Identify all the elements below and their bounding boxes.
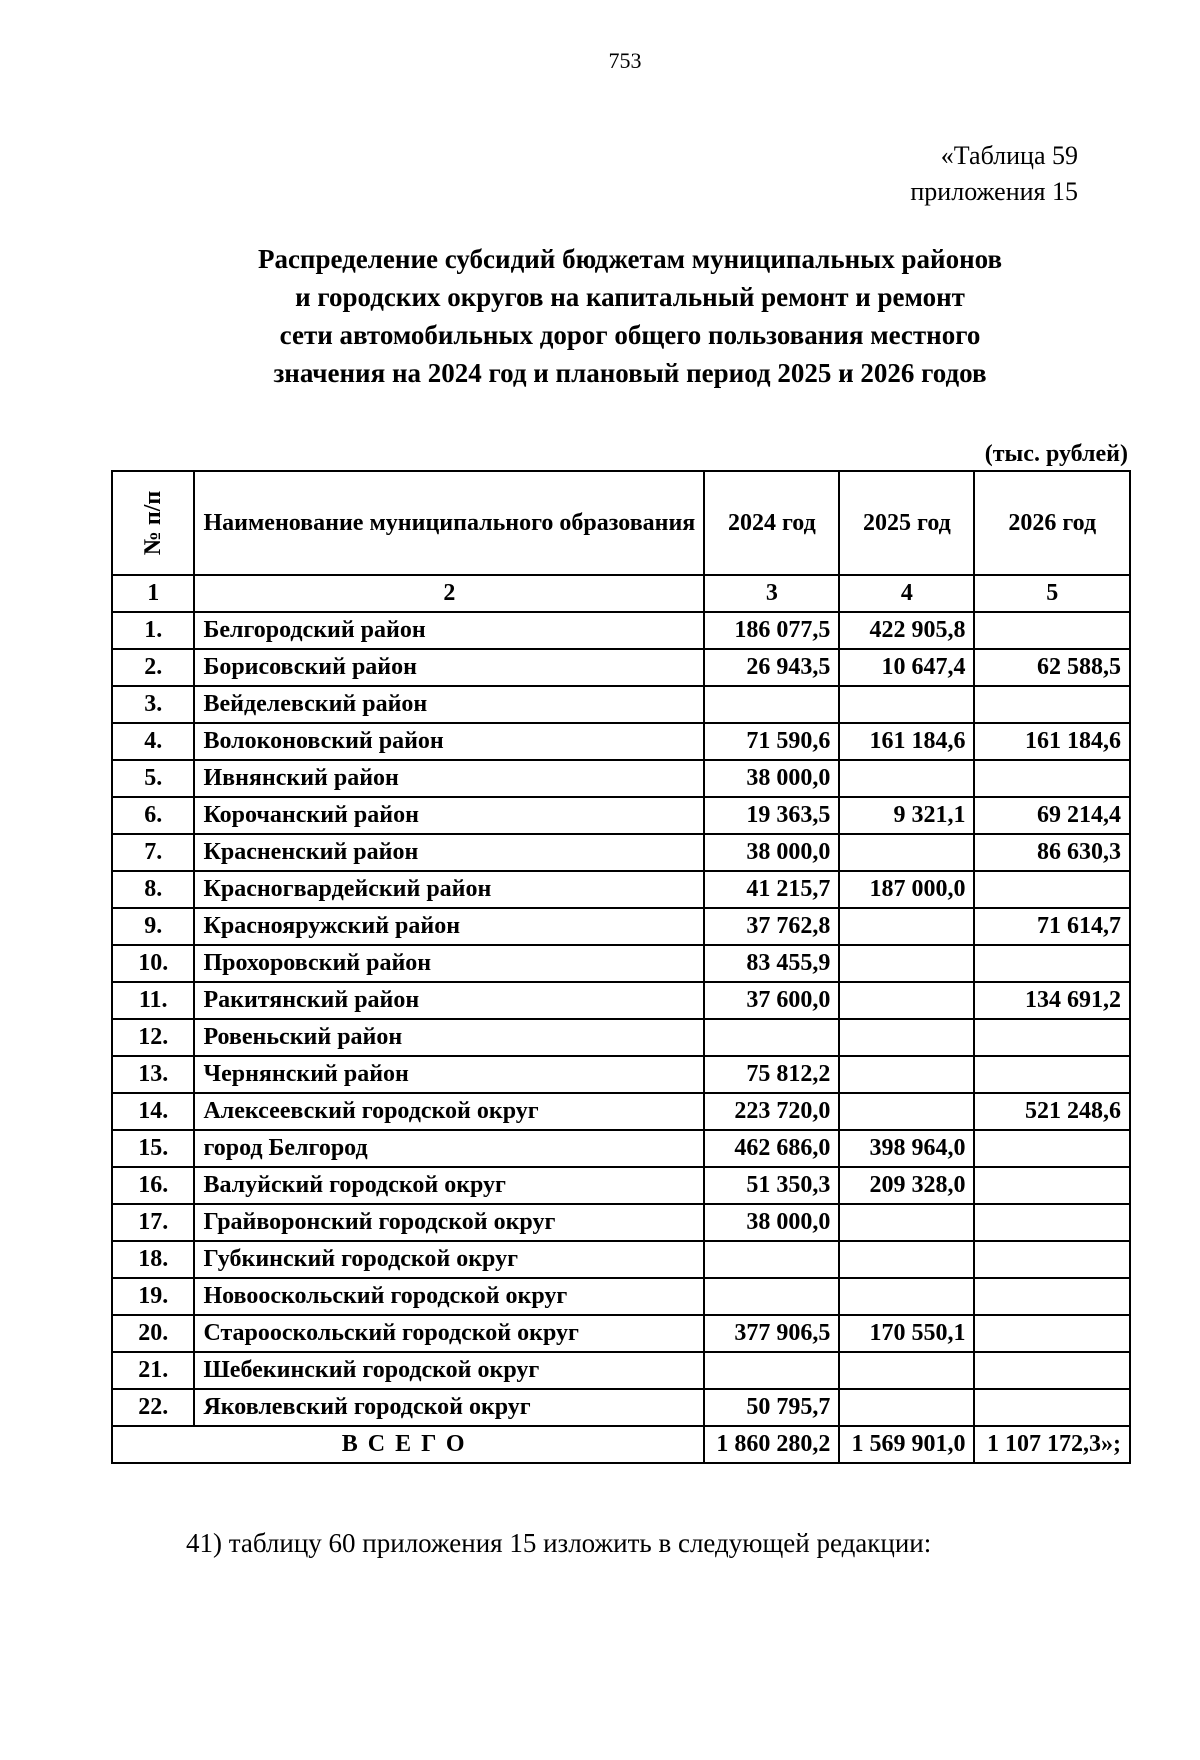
value-2025: 187 000,0 [839, 871, 974, 908]
value-2025: 9 321,1 [839, 797, 974, 834]
row-number: 12. [112, 1019, 194, 1056]
title-line: значения на 2024 год и плановый период 2025 и 2026 годов [273, 358, 987, 388]
subsidy-table [111, 470, 1131, 1464]
value-2026 [974, 1130, 1130, 1167]
value-2024: 462 686,0 [704, 1130, 839, 1167]
value-2024 [704, 1019, 839, 1056]
municipality-name: Чернянский район [194, 1056, 704, 1093]
value-2026 [974, 612, 1130, 649]
value-2026: 71 614,7 [974, 908, 1130, 945]
header-2025: 2025 год [839, 471, 974, 575]
value-2025 [839, 1056, 974, 1093]
row-number: 3. [112, 686, 194, 723]
column-number: 4 [839, 575, 974, 612]
table-row [112, 1204, 1130, 1241]
table-row [112, 1389, 1130, 1426]
title-line: сети автомобильных дорог общего пользования местного [279, 320, 981, 350]
municipality-name: Новооскольский городской округ [194, 1278, 704, 1315]
column-number: 5 [974, 575, 1130, 612]
table-row [112, 1130, 1130, 1167]
municipality-name: Старооскольский городской округ [194, 1315, 704, 1352]
value-2026 [974, 686, 1130, 723]
value-2025 [839, 1352, 974, 1389]
municipality-name: Красногвардейский район [194, 871, 704, 908]
row-number: 4. [112, 723, 194, 760]
municipality-name: Алексеевский городской округ [194, 1093, 704, 1130]
units-label: (тыс. рублей) [984, 441, 1128, 467]
row-number: 5. [112, 760, 194, 797]
municipality-name: Прохоровский район [194, 945, 704, 982]
value-2024: 41 215,7 [704, 871, 839, 908]
value-2026 [974, 1278, 1130, 1315]
value-2026 [974, 1389, 1130, 1426]
total-label: ВСЕГО [112, 1426, 704, 1463]
value-2026: 521 248,6 [974, 1093, 1130, 1130]
total-2024: 1 860 280,2 [704, 1426, 839, 1463]
table-row [112, 723, 1130, 760]
municipality-name: Ивнянский район [194, 760, 704, 797]
table-row [112, 1278, 1130, 1315]
value-2026: 86 630,3 [974, 834, 1130, 871]
value-2026: 69 214,4 [974, 797, 1130, 834]
value-2024: 38 000,0 [704, 1204, 839, 1241]
row-number: 20. [112, 1315, 194, 1352]
row-number: 13. [112, 1056, 194, 1093]
row-number: 1. [112, 612, 194, 649]
value-2025: 161 184,6 [839, 723, 974, 760]
table-row [112, 871, 1130, 908]
column-numbers-row [112, 575, 1130, 612]
value-2026 [974, 1315, 1130, 1352]
value-2024 [704, 1352, 839, 1389]
value-2024: 223 720,0 [704, 1093, 839, 1130]
table-body [112, 612, 1130, 1426]
table-row [112, 760, 1130, 797]
value-2024: 186 077,5 [704, 612, 839, 649]
table-row [112, 649, 1130, 686]
municipality-name: Валуйский городской округ [194, 1167, 704, 1204]
municipality-name: Губкинский городской округ [194, 1241, 704, 1278]
title-line: и городских округов на капитальный ремонт и ремонт [295, 282, 965, 312]
value-2024 [704, 686, 839, 723]
row-number: 7. [112, 834, 194, 871]
row-number: 2. [112, 649, 194, 686]
value-2024: 37 762,8 [704, 908, 839, 945]
municipality-name: Ровеньский район [194, 1019, 704, 1056]
table-row [112, 908, 1130, 945]
table-row [112, 982, 1130, 1019]
value-2025: 170 550,1 [839, 1315, 974, 1352]
table-reference [910, 138, 1078, 210]
municipality-name: Белгородский район [194, 612, 704, 649]
page-number: 753 [608, 48, 642, 73]
value-2025 [839, 1093, 974, 1130]
municipality-name: Корочанский район [194, 797, 704, 834]
row-number: 22. [112, 1389, 194, 1426]
value-2026: 134 691,2 [974, 982, 1130, 1019]
total-2025: 1 569 901,0 [839, 1426, 974, 1463]
header-name: Наименование муниципального образования [194, 471, 704, 575]
value-2025 [839, 834, 974, 871]
municipality-name: Борисовский район [194, 649, 704, 686]
document-title [130, 240, 1130, 392]
title-line: Распределение субсидий бюджетам муниципальных районов [257, 244, 1003, 274]
row-number: 16. [112, 1167, 194, 1204]
total-2026: 1 107 172,3»; [974, 1426, 1130, 1463]
value-2025 [839, 1278, 974, 1315]
footer-instruction: 41) таблицу 60 приложения 15 изложить в следующей редакции: [186, 1528, 932, 1558]
municipality-name: Вейделевский район [194, 686, 704, 723]
value-2025 [839, 760, 974, 797]
table-row [112, 686, 1130, 723]
value-2024: 38 000,0 [704, 760, 839, 797]
value-2025 [839, 982, 974, 1019]
municipality-name: Ракитянский район [194, 982, 704, 1019]
value-2026 [974, 945, 1130, 982]
value-2024: 75 812,2 [704, 1056, 839, 1093]
value-2024: 71 590,6 [704, 723, 839, 760]
value-2025: 398 964,0 [839, 1130, 974, 1167]
value-2024: 50 795,7 [704, 1389, 839, 1426]
value-2025 [839, 1241, 974, 1278]
value-2025 [839, 908, 974, 945]
row-number: 8. [112, 871, 194, 908]
value-2024 [704, 1278, 839, 1315]
row-number: 9. [112, 908, 194, 945]
row-number: 14. [112, 1093, 194, 1130]
value-2024: 37 600,0 [704, 982, 839, 1019]
row-number: 6. [112, 797, 194, 834]
municipality-name: Шебекинский городской округ [194, 1352, 704, 1389]
value-2024: 38 000,0 [704, 834, 839, 871]
value-2024: 377 906,5 [704, 1315, 839, 1352]
value-2024: 83 455,9 [704, 945, 839, 982]
header-2026: 2026 год [974, 471, 1130, 575]
row-number: 10. [112, 945, 194, 982]
value-2025 [839, 1389, 974, 1426]
table-row [112, 612, 1130, 649]
municipality-name: Грайворонский городской округ [194, 1204, 704, 1241]
column-number: 3 [704, 575, 839, 612]
header-row [112, 471, 1130, 575]
row-number: 15. [112, 1130, 194, 1167]
table-ref-line2: приложения 15 [910, 177, 1078, 206]
value-2026 [974, 1167, 1130, 1204]
value-2026: 62 588,5 [974, 649, 1130, 686]
column-number: 2 [194, 575, 704, 612]
value-2024: 51 350,3 [704, 1167, 839, 1204]
value-2025 [839, 686, 974, 723]
total-row [112, 1426, 1130, 1463]
value-2024 [704, 1241, 839, 1278]
row-number: 19. [112, 1278, 194, 1315]
value-2025 [839, 1204, 974, 1241]
value-2025: 422 905,8 [839, 612, 974, 649]
value-2025: 10 647,4 [839, 649, 974, 686]
table-row [112, 945, 1130, 982]
value-2024: 26 943,5 [704, 649, 839, 686]
value-2025: 209 328,0 [839, 1167, 974, 1204]
value-2026 [974, 1056, 1130, 1093]
table-row [112, 1167, 1130, 1204]
value-2026: 161 184,6 [974, 723, 1130, 760]
header-number: № п/п [112, 471, 194, 575]
table-row [112, 1352, 1130, 1389]
municipality-name: Яковлевский городской округ [194, 1389, 704, 1426]
municipality-name: Красненский район [194, 834, 704, 871]
table-ref-line1: «Таблица 59 [940, 141, 1078, 170]
header-2024: 2024 год [704, 471, 839, 575]
row-number: 17. [112, 1204, 194, 1241]
table-row [112, 1056, 1130, 1093]
municipality-name: город Белгород [194, 1130, 704, 1167]
value-2026 [974, 871, 1130, 908]
row-number: 18. [112, 1241, 194, 1278]
value-2026 [974, 1352, 1130, 1389]
value-2026 [974, 1204, 1130, 1241]
municipality-name: Краснояружский район [194, 908, 704, 945]
value-2025 [839, 1019, 974, 1056]
row-number: 11. [112, 982, 194, 1019]
value-2026 [974, 760, 1130, 797]
table-row [112, 1093, 1130, 1130]
row-number: 21. [112, 1352, 194, 1389]
value-2026 [974, 1019, 1130, 1056]
municipality-name: Волоконовский район [194, 723, 704, 760]
value-2026 [974, 1241, 1130, 1278]
value-2024: 19 363,5 [704, 797, 839, 834]
table-row [112, 1019, 1130, 1056]
value-2025 [839, 945, 974, 982]
table-row [112, 1315, 1130, 1352]
table-row [112, 1241, 1130, 1278]
table-row [112, 797, 1130, 834]
column-number: 1 [112, 575, 194, 612]
table-row [112, 834, 1130, 871]
